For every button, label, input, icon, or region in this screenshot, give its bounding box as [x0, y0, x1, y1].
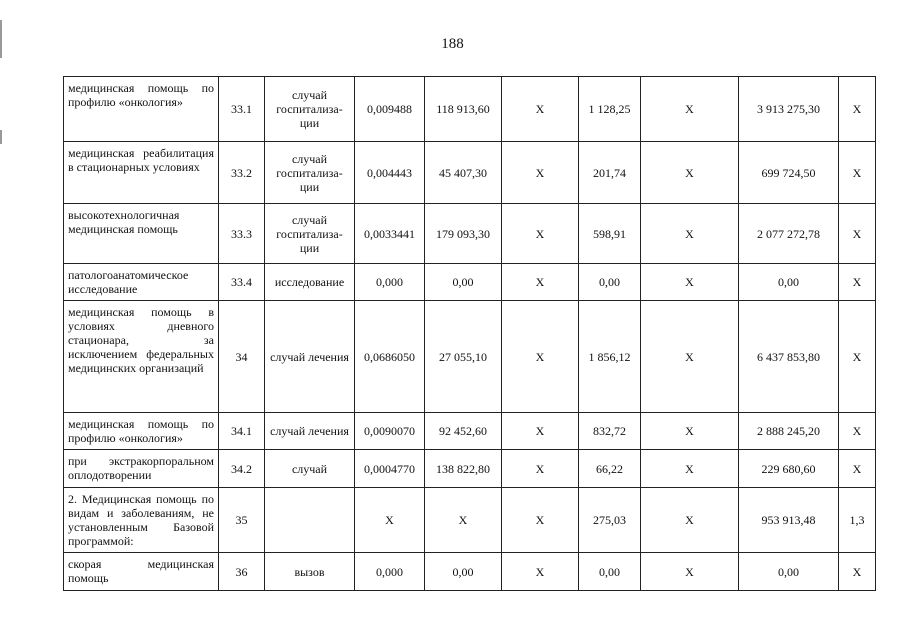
cell-cost: 0,00: [425, 264, 502, 301]
cell-col8: X: [641, 450, 739, 488]
cell-row-name: 2. Медицинская помощь по видам и заболеваниям, не установленным Базовой программой:: [64, 488, 219, 553]
cell-norm: X: [355, 488, 425, 553]
cell-row-name: высокотехнологичная медицинская помощь: [64, 204, 219, 264]
cell-col10: X: [839, 553, 876, 591]
cell-row-number: 33.4: [219, 264, 265, 301]
cell-col7: 0,00: [579, 553, 641, 591]
cell-col9: 699 724,50: [739, 142, 839, 204]
cell-col8: X: [641, 264, 739, 301]
table-row: [64, 413, 876, 450]
table-row: [64, 553, 876, 591]
cell-row-name: медицинская реабилитация в стационарных условиях: [64, 142, 219, 204]
cell-unit: случай госпитализа-ции: [265, 204, 355, 264]
cell-col7: 0,00: [579, 264, 641, 301]
cell-row-name: патологоанатомическое исследование: [64, 264, 219, 301]
cell-row-name: медицинская помощь по профилю «онкология»: [64, 413, 219, 450]
cell-col7: 598,91: [579, 204, 641, 264]
cell-col6: X: [502, 142, 579, 204]
cell-unit: случай госпитализа-ции: [265, 142, 355, 204]
cell-col6: X: [502, 301, 579, 413]
cell-unit: случай: [265, 450, 355, 488]
cell-row-name: медицинская помощь по профилю «онкология»: [64, 77, 219, 142]
cell-unit: [265, 488, 355, 553]
cell-row-name: при экстракорпоральном оплодотворении: [64, 450, 219, 488]
cell-col6: X: [502, 204, 579, 264]
cell-norm: 0,0004770: [355, 450, 425, 488]
cell-col7: 275,03: [579, 488, 641, 553]
cell-col8: X: [641, 301, 739, 413]
cell-cost: 118 913,60: [425, 77, 502, 142]
cell-col10: X: [839, 142, 876, 204]
cell-col6: X: [502, 413, 579, 450]
cell-col8: X: [641, 77, 739, 142]
cell-col10: X: [839, 264, 876, 301]
cell-norm: 0,0090070: [355, 413, 425, 450]
table-row: [64, 264, 876, 301]
cell-col9: 6 437 853,80: [739, 301, 839, 413]
cell-col7: 66,22: [579, 450, 641, 488]
cell-col8: X: [641, 488, 739, 553]
cell-col6: X: [502, 553, 579, 591]
cell-row-number: 34.2: [219, 450, 265, 488]
cell-row-name: скорая медицинская помощь: [64, 553, 219, 591]
cell-unit: случай госпитализа-ции: [265, 77, 355, 142]
cell-cost: 45 407,30: [425, 142, 502, 204]
cell-cost: X: [425, 488, 502, 553]
cell-unit: случай лечения: [265, 301, 355, 413]
cell-unit: случай лечения: [265, 413, 355, 450]
cell-col9: 2 888 245,20: [739, 413, 839, 450]
cell-col8: X: [641, 142, 739, 204]
cell-col8: X: [641, 204, 739, 264]
table-row: [64, 142, 876, 204]
cell-col9: 2 077 272,78: [739, 204, 839, 264]
cell-cost: 0,00: [425, 553, 502, 591]
cell-norm: 0,0686050: [355, 301, 425, 413]
cell-col8: X: [641, 413, 739, 450]
cell-norm: 0,009488: [355, 77, 425, 142]
cell-row-number: 36: [219, 553, 265, 591]
table-row: [64, 488, 876, 553]
cell-norm: 0,000: [355, 264, 425, 301]
cell-row-number: 33.2: [219, 142, 265, 204]
statistics-table: [63, 76, 876, 591]
table-row: [64, 204, 876, 264]
cell-col9: 0,00: [739, 264, 839, 301]
cell-col9: 953 913,48: [739, 488, 839, 553]
page-number: 188: [441, 36, 464, 52]
cell-col7: 201,74: [579, 142, 641, 204]
cell-col9: 229 680,60: [739, 450, 839, 488]
cell-norm: 0,000: [355, 553, 425, 591]
cell-col7: 1 128,25: [579, 77, 641, 142]
cell-col7: 832,72: [579, 413, 641, 450]
cell-cost: 179 093,30: [425, 204, 502, 264]
cell-cost: 138 822,80: [425, 450, 502, 488]
cell-row-number: 33.3: [219, 204, 265, 264]
cell-col8: X: [641, 553, 739, 591]
cell-cost: 27 055,10: [425, 301, 502, 413]
cell-col6: X: [502, 264, 579, 301]
scan-edge-mark-bottom: [0, 130, 2, 144]
cell-col10: X: [839, 204, 876, 264]
table-row: [64, 301, 876, 413]
cell-norm: 0,004443: [355, 142, 425, 204]
cell-row-number: 33.1: [219, 77, 265, 142]
cell-col10: X: [839, 413, 876, 450]
cell-row-name: медицинская помощь в условиях дневного стационара, за исключением федеральных медицинских организаций: [64, 301, 219, 413]
cell-col6: X: [502, 450, 579, 488]
cell-norm: 0,0033441: [355, 204, 425, 264]
cell-cost: 92 452,60: [425, 413, 502, 450]
cell-row-number: 34.1: [219, 413, 265, 450]
cell-col10: 1,3: [839, 488, 876, 553]
cell-col10: X: [839, 77, 876, 142]
cell-row-number: 35: [219, 488, 265, 553]
cell-col6: X: [502, 77, 579, 142]
cell-row-number: 34: [219, 301, 265, 413]
table-row: [64, 77, 876, 142]
cell-col9: 3 913 275,30: [739, 77, 839, 142]
cell-unit: вызов: [265, 553, 355, 591]
cell-col10: X: [839, 301, 876, 413]
cell-col6: X: [502, 488, 579, 553]
table-row: [64, 450, 876, 488]
cell-col10: X: [839, 450, 876, 488]
cell-unit: исследование: [265, 264, 355, 301]
cell-col9: 0,00: [739, 553, 839, 591]
cell-col7: 1 856,12: [579, 301, 641, 413]
